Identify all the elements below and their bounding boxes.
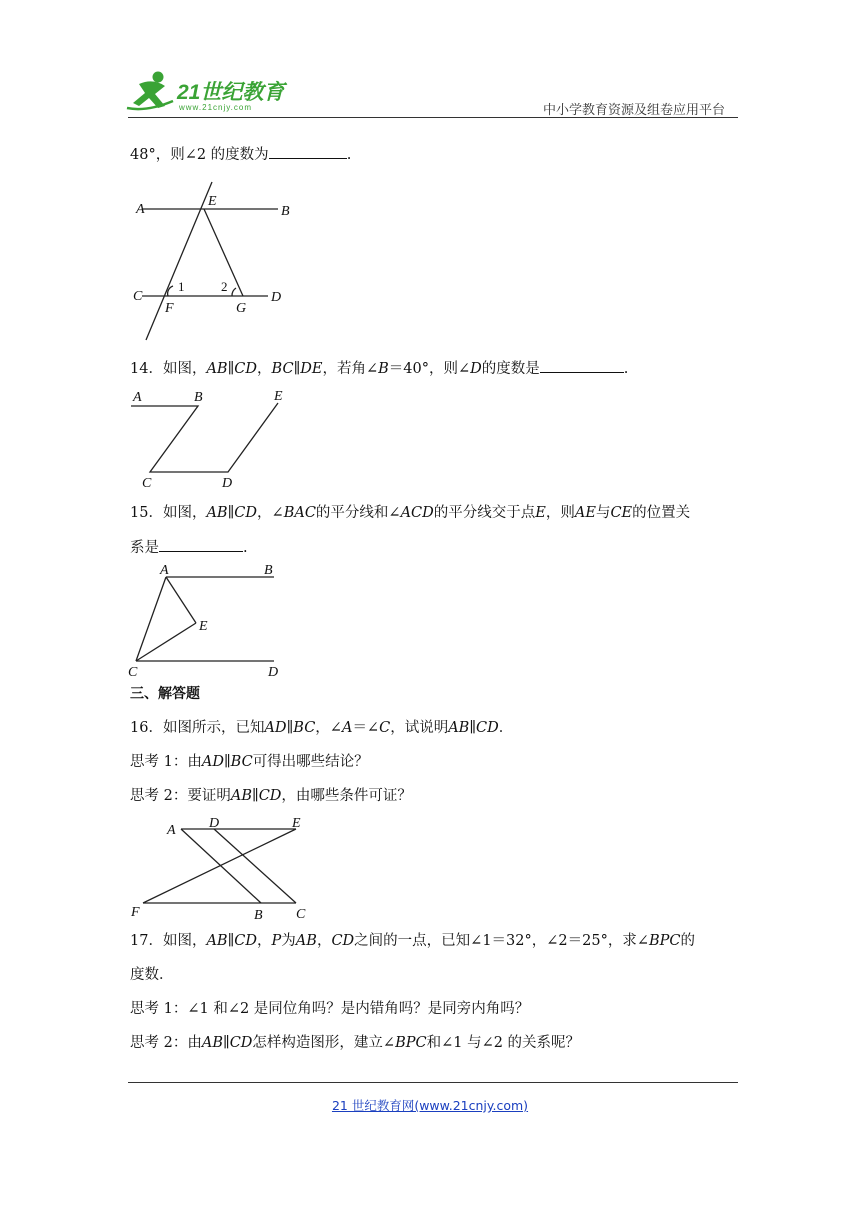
q16-text: 16．如图所示，已知AD∥BC，∠A＝∠C，试说明AB∥CD． bbox=[130, 720, 514, 736]
q13-label-b: B bbox=[281, 204, 290, 219]
q13-label-e: E bbox=[208, 194, 217, 209]
q14-figure bbox=[128, 386, 298, 491]
q16-label-e: E bbox=[292, 816, 301, 831]
logo-title: 21世纪教育 bbox=[177, 81, 285, 104]
q14-label-b: B bbox=[194, 390, 203, 405]
q13-label-c: C bbox=[133, 289, 143, 304]
footer-rule bbox=[128, 1082, 738, 1083]
q14-label-e: E bbox=[274, 389, 283, 404]
q13-label-2: 2 bbox=[221, 279, 228, 294]
q14-label-a: A bbox=[133, 390, 142, 405]
q13-label-1: 1 bbox=[178, 279, 185, 294]
q13-label-a: A bbox=[136, 202, 145, 217]
header bbox=[125, 66, 735, 120]
q14-answer-blank[interactable] bbox=[540, 358, 624, 373]
q16-label-b: B bbox=[254, 908, 263, 923]
q16-think2: 思考 2：要证明AB∥CD，由哪些条件可证？ bbox=[130, 788, 412, 804]
q13-label-d: D bbox=[271, 290, 282, 305]
q14-label-d: D bbox=[222, 476, 233, 491]
q17-think1: 思考 1：∠1 和∠2 是同位角吗？是内错角吗？是同旁内角吗？ bbox=[130, 1001, 530, 1017]
q15-figure bbox=[126, 560, 291, 682]
q16-label-c: C bbox=[296, 907, 306, 922]
q16-label-d: D bbox=[209, 816, 220, 831]
q17-text: 17．如图，AB∥CD，P为AB，CD之间的一点，已知∠1＝32°，∠2＝25°，求∠BPC的 bbox=[130, 933, 695, 949]
q15-label-b: B bbox=[264, 563, 273, 578]
q13-tail-text: 48°，则∠2 的度数为 . bbox=[130, 144, 351, 165]
q15-text-line2: 系是 . bbox=[130, 537, 248, 558]
q14-label-c: C bbox=[142, 476, 152, 491]
header-platform-text: 中小学教育资源及组卷应用平台 bbox=[542, 103, 725, 118]
q16-label-a: A bbox=[167, 823, 176, 838]
q14-text: 14．如图，AB∥CD，BC∥DE，若角∠B＝40°，则∠D的度数是 . bbox=[130, 358, 628, 379]
q16-think1: 思考 1：由AD∥BC可得出哪些结论？ bbox=[130, 754, 369, 770]
q15-label-d: D bbox=[268, 665, 279, 680]
q15-label-a: A bbox=[160, 563, 169, 578]
q15-label-e: E bbox=[199, 619, 208, 634]
section-title: 三、解答题 bbox=[130, 686, 200, 702]
q16-label-f: F bbox=[131, 905, 140, 920]
q17-text-line2: 度数． bbox=[130, 967, 174, 983]
q16-figure bbox=[126, 812, 321, 924]
logo-subtitle: www.21cnjy.com bbox=[179, 103, 252, 112]
q13-answer-blank[interactable] bbox=[269, 144, 347, 159]
q15-text: 15．如图，AB∥CD，∠BAC的平分线和∠ACD的平分线交于点E，则AE与CE的位置关 bbox=[130, 505, 691, 521]
logo-runner-icon bbox=[125, 68, 181, 112]
q15-label-c: C bbox=[128, 665, 138, 680]
q17-think2: 思考 2：由AB∥CD怎样构造图形，建立∠BPC和∠1 与∠2 的关系呢？ bbox=[130, 1035, 581, 1051]
footer-link[interactable]: 21 世纪教育网(www.21cnjy.com) bbox=[331, 1098, 529, 1113]
q15-answer-blank[interactable] bbox=[159, 537, 243, 552]
q13-label-g: G bbox=[236, 301, 247, 316]
header-rule bbox=[128, 117, 738, 118]
q13-label-f: F bbox=[165, 301, 174, 316]
q13-figure bbox=[128, 178, 308, 343]
